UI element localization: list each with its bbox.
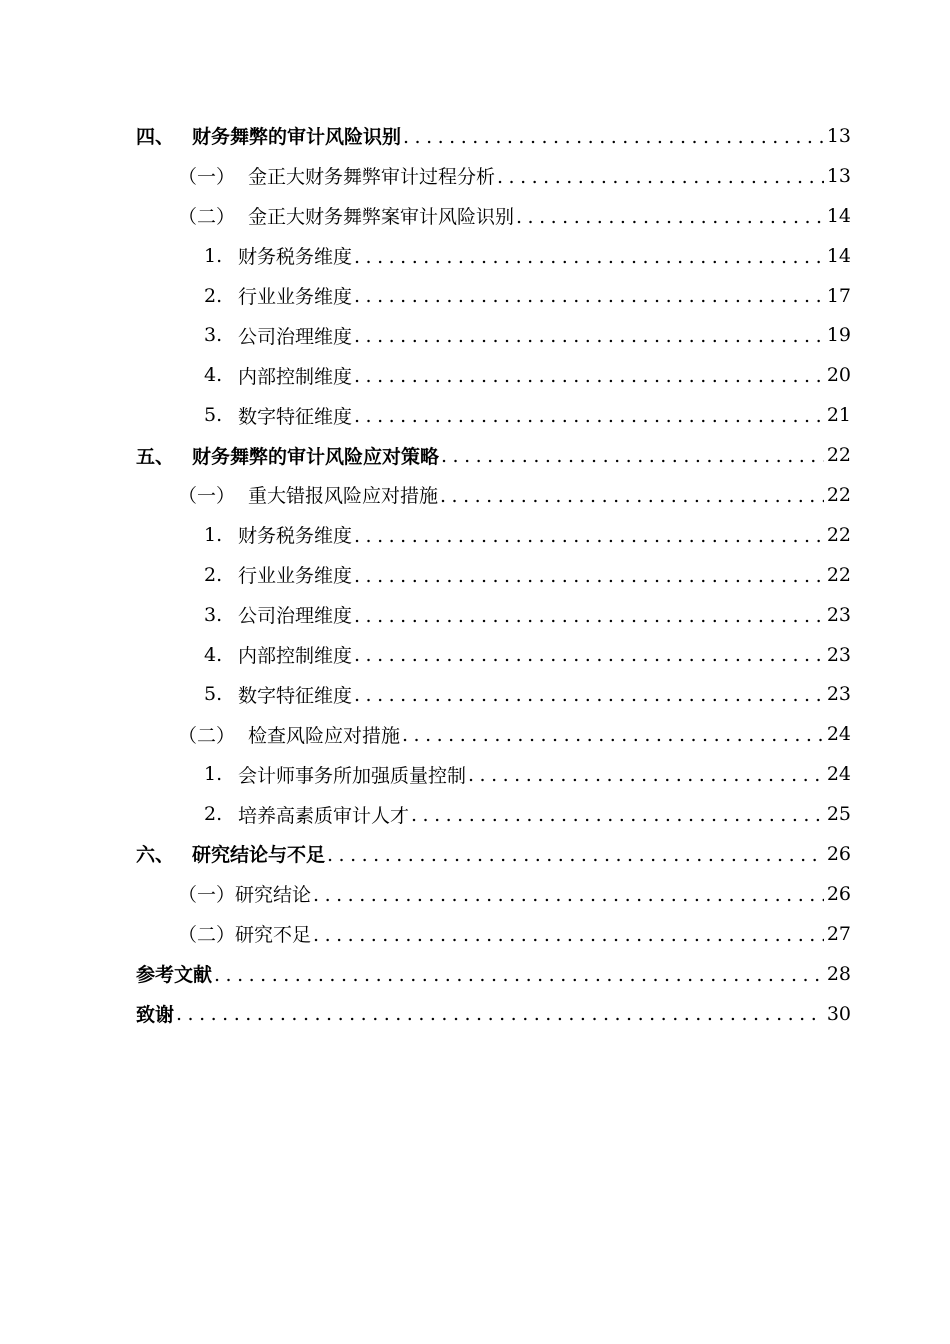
toc-number: （一） xyxy=(178,166,236,189)
toc-entry[interactable] xyxy=(136,994,851,1034)
toc-page-number: 17 xyxy=(826,284,851,307)
toc-number: 1. xyxy=(204,244,223,267)
toc-number: 2. xyxy=(204,803,223,826)
toc-title: 重大错报风险应对措施 xyxy=(248,485,439,508)
toc-number: （二） xyxy=(178,206,236,229)
toc-title: 致谢 xyxy=(136,1004,175,1027)
dot-leader xyxy=(497,168,824,196)
toc-entry[interactable] xyxy=(136,834,851,874)
toc-title: 财务舞弊的审计风险识别 xyxy=(192,126,402,149)
toc-page-number: 22 xyxy=(826,483,851,506)
toc-page-number: 25 xyxy=(826,803,851,826)
toc-page-number: 27 xyxy=(826,922,851,945)
toc-title: 研究结论与不足 xyxy=(192,844,326,867)
toc-number: （一） xyxy=(178,485,236,508)
toc-number: 2. xyxy=(204,284,223,307)
toc-page-number: 30 xyxy=(826,1002,851,1025)
dot-leader xyxy=(354,287,824,315)
dot-leader xyxy=(313,886,824,914)
toc-entry[interactable] xyxy=(136,914,851,954)
toc-entry[interactable] xyxy=(136,236,851,276)
toc-number: 六、 xyxy=(136,844,175,867)
toc-entry[interactable] xyxy=(136,196,851,236)
toc-entry[interactable] xyxy=(136,475,851,515)
dot-leader xyxy=(313,926,824,954)
dot-leader xyxy=(354,367,824,395)
toc-entry[interactable] xyxy=(136,954,851,994)
toc-page-number: 26 xyxy=(826,842,851,865)
dot-leader xyxy=(354,327,824,355)
toc-page-number: 13 xyxy=(826,124,851,147)
toc-entry[interactable] xyxy=(136,116,851,156)
toc-number: 五、 xyxy=(136,445,175,468)
toc-number: 5. xyxy=(204,683,223,706)
toc-title: 会计师事务所加强质量控制 xyxy=(238,764,467,787)
toc-page-number: 14 xyxy=(826,204,851,227)
dot-leader xyxy=(354,407,824,435)
toc-number: 1. xyxy=(204,523,223,546)
toc-number: （二） xyxy=(178,924,236,947)
dot-leader xyxy=(354,686,824,714)
toc-page-number: 20 xyxy=(826,364,851,387)
toc-page-number: 22 xyxy=(826,523,851,546)
toc-title: 财务税务维度 xyxy=(238,525,353,548)
toc-page-number: 22 xyxy=(826,563,851,586)
toc-title: 行业业务维度 xyxy=(238,286,353,308)
dot-leader xyxy=(440,487,824,515)
toc-title: 公司治理维度 xyxy=(238,605,353,628)
toc-entry[interactable] xyxy=(136,874,851,914)
dot-leader xyxy=(411,806,824,834)
dot-leader xyxy=(441,447,824,475)
toc-number: 四、 xyxy=(136,126,175,149)
toc-number: 4. xyxy=(204,643,223,666)
toc-number: 3. xyxy=(204,603,223,626)
toc-entry[interactable] xyxy=(136,714,851,754)
toc-page-number: 23 xyxy=(826,643,851,666)
toc-page-number: 22 xyxy=(826,444,851,467)
toc-entry[interactable] xyxy=(136,355,851,395)
toc-number: （一） xyxy=(178,884,236,907)
toc-title: 参考文献 xyxy=(136,964,213,987)
dot-leader xyxy=(354,646,824,674)
toc-entry[interactable] xyxy=(136,156,851,196)
toc-title: 培养高素质审计人才 xyxy=(238,804,410,827)
dot-leader xyxy=(176,1005,824,1033)
toc-title: 金正大财务舞弊案审计风险识别 xyxy=(248,206,515,229)
toc-title: 数字特征维度 xyxy=(238,405,353,428)
toc-title: 金正大财务舞弊审计过程分析 xyxy=(248,166,496,189)
toc-page-number: 23 xyxy=(826,603,851,626)
toc-number: 5. xyxy=(204,404,223,427)
toc-number: 1. xyxy=(204,763,223,786)
dot-leader xyxy=(403,128,824,156)
toc-entry[interactable] xyxy=(136,315,851,355)
toc-page-number: 24 xyxy=(826,763,851,786)
toc-page-number: 23 xyxy=(826,683,851,706)
toc-title: 公司治理维度 xyxy=(238,325,353,348)
dot-leader xyxy=(516,208,824,236)
toc-title: 财务舞弊的审计风险应对策略 xyxy=(192,445,440,468)
dot-leader xyxy=(354,527,824,555)
dot-leader xyxy=(402,726,824,754)
toc-number: 4. xyxy=(204,364,223,387)
dot-leader xyxy=(354,567,824,595)
toc-title: 研究不足 xyxy=(235,924,312,947)
toc-entry[interactable] xyxy=(136,794,851,834)
dot-leader xyxy=(214,966,824,994)
toc-title: 内部控制维度 xyxy=(238,645,353,668)
toc-page-number: 21 xyxy=(826,404,851,427)
toc-entry[interactable] xyxy=(136,435,851,475)
toc-page-number: 19 xyxy=(826,324,851,347)
toc-title: 内部控制维度 xyxy=(238,365,353,388)
toc-entry[interactable] xyxy=(136,395,851,435)
dot-leader xyxy=(468,766,824,794)
dot-leader xyxy=(327,846,824,874)
toc-number: 2. xyxy=(204,563,223,586)
toc-entry[interactable] xyxy=(136,635,851,675)
toc-page-number: 13 xyxy=(826,164,851,187)
toc-title: 行业业务维度 xyxy=(238,565,353,588)
toc-title: 数字特征维度 xyxy=(238,684,353,707)
toc-number: （二） xyxy=(178,724,236,747)
toc-title: 检查风险应对措施 xyxy=(248,724,401,747)
dot-leader xyxy=(354,607,824,635)
toc-number: 3. xyxy=(204,324,223,347)
toc-page-number: 14 xyxy=(826,244,851,267)
toc-entry[interactable] xyxy=(136,754,851,794)
table-of-contents xyxy=(136,116,851,1033)
toc-title: 财务税务维度 xyxy=(238,246,353,269)
toc-page-number: 28 xyxy=(826,962,851,985)
toc-entry[interactable] xyxy=(136,515,851,555)
toc-entry[interactable] xyxy=(136,555,851,595)
dot-leader xyxy=(354,248,824,276)
toc-entry[interactable] xyxy=(136,595,851,635)
toc-entry[interactable] xyxy=(136,276,851,316)
toc-title: 研究结论 xyxy=(235,884,312,907)
toc-page-number: 26 xyxy=(826,882,851,905)
toc-entry[interactable] xyxy=(136,674,851,714)
toc-page-number: 24 xyxy=(826,723,851,746)
